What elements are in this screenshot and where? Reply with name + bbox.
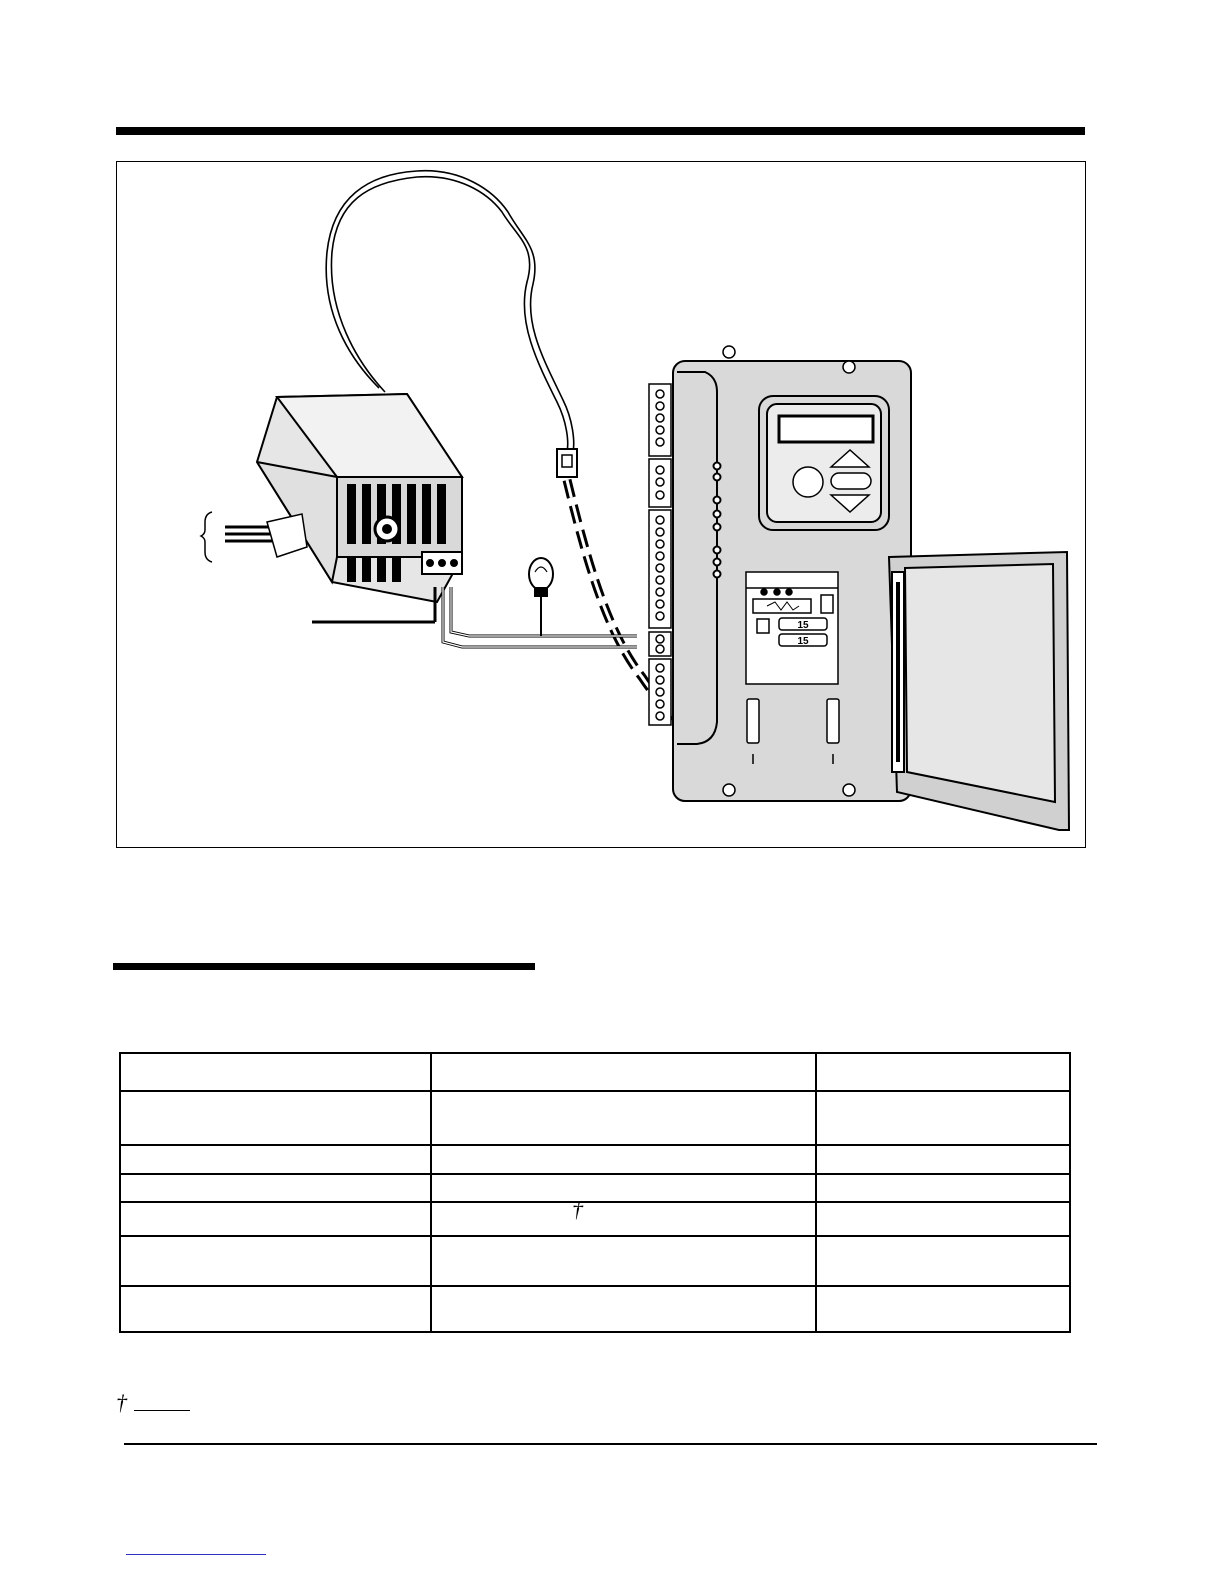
enter-button-icon: [831, 473, 871, 489]
table-row: [120, 1091, 1070, 1145]
table-row: [120, 1236, 1070, 1286]
power-supply-terminal: [422, 552, 462, 574]
table-row: [120, 1202, 1070, 1236]
table-row: [120, 1286, 1070, 1332]
spec-table: [119, 1052, 1071, 1333]
dagger-mark: †: [572, 1197, 584, 1222]
connector-socket: [757, 619, 769, 633]
keypad-module: [759, 396, 889, 530]
table-row: [120, 1053, 1070, 1091]
input-plug-icon: [267, 514, 307, 557]
section-rule: [113, 963, 535, 970]
indicator-lamp: [529, 558, 553, 636]
keypad-round-button: [793, 467, 823, 497]
table-row: [120, 1174, 1070, 1202]
fuse-label-2: 15: [797, 636, 809, 647]
lcd-display: [779, 416, 873, 442]
controller-door: [889, 552, 1069, 830]
power-supply-knob-icon: [375, 517, 399, 541]
footer-rule: [124, 1443, 1097, 1445]
input-brace: [201, 512, 212, 562]
fuse-label-1: 15: [797, 620, 809, 631]
wiring-diagram: [117, 162, 1087, 849]
footnote-symbol: †: [116, 1390, 127, 1415]
footnote-underline: [134, 1410, 190, 1411]
table-row: [120, 1145, 1070, 1174]
fuse-block: [746, 572, 838, 684]
terminal-screws: [656, 390, 664, 720]
cable-plug-icon: [557, 449, 577, 477]
footer-link-underline[interactable]: [126, 1554, 266, 1555]
header-rule: [116, 127, 1085, 135]
wiring-figure: [116, 161, 1086, 848]
